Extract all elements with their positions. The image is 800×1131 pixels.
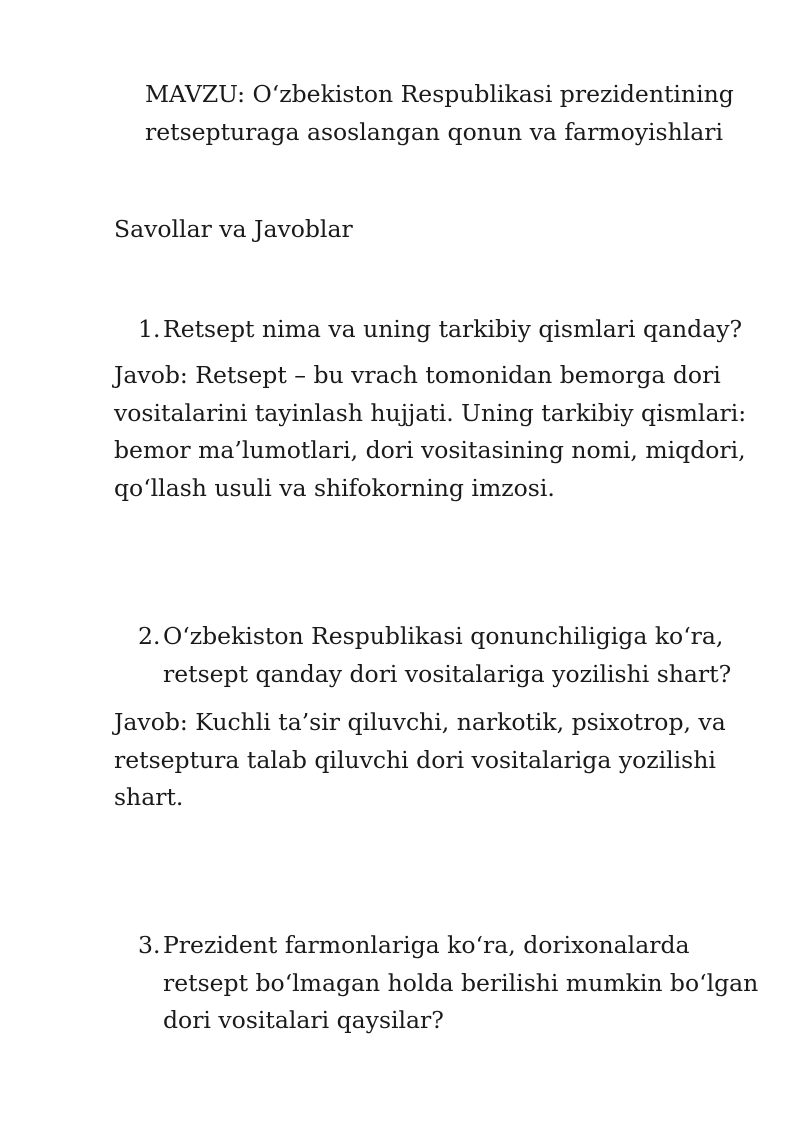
title-line-2: retsepturaga asoslangan qonun va farmoyishlari	[145, 117, 723, 146]
question-line: retsept qanday dori vositalariga yozilishi shart?	[163, 659, 732, 688]
title-line-1: MAVZU: O‘zbekiston Respublikasi prezidentining	[145, 80, 734, 108]
answer-line: vositalarini tayinlash hujjati. Uning tarkibiy qismlari:	[114, 398, 747, 427]
question-text: Prezident farmonlariga ko‘ra, dorixonalarda	[163, 931, 690, 959]
question-line: retsept bo‘lmagan holda berilishi mumkin bo‘lgan	[163, 968, 759, 997]
section-heading: Savollar va Javoblar	[114, 215, 353, 243]
question-1	[138, 311, 778, 349]
answer-line: Javob: Kuchli ta’sir qiluvchi, narkotik, psixotrop, va	[114, 708, 726, 736]
question-line: dori vositalari qaysilar?	[163, 1006, 444, 1034]
answer-line: Javob: Retsept – bu vrach tomonidan bemorga dori	[114, 361, 721, 389]
answer-2	[114, 704, 754, 817]
question-number: 1.	[138, 315, 161, 343]
question-3	[138, 927, 778, 1040]
question-number: 2.	[138, 622, 161, 650]
question-2	[138, 618, 778, 693]
answer-1	[114, 357, 754, 507]
question-line	[138, 618, 778, 656]
question-text: Retsept nima va uning tarkibiy qismlari qanday?	[163, 315, 743, 343]
answer-line: bemor ma’lumotlari, dori vositasining nomi, miqdori,	[114, 436, 746, 464]
answer-line: qo‘llash usuli va shifokorning imzosi.	[114, 473, 555, 502]
answer-line: shart.	[114, 783, 184, 811]
question-text: O‘zbekiston Respublikasi qonunchiligiga ko‘ra,	[163, 622, 724, 650]
question-line	[138, 311, 778, 349]
answer-line: retseptura talab qiluvchi dori vositalariga yozilishi	[114, 745, 716, 774]
document-title	[145, 76, 765, 151]
question-number: 3.	[138, 931, 161, 959]
question-line	[138, 927, 778, 965]
